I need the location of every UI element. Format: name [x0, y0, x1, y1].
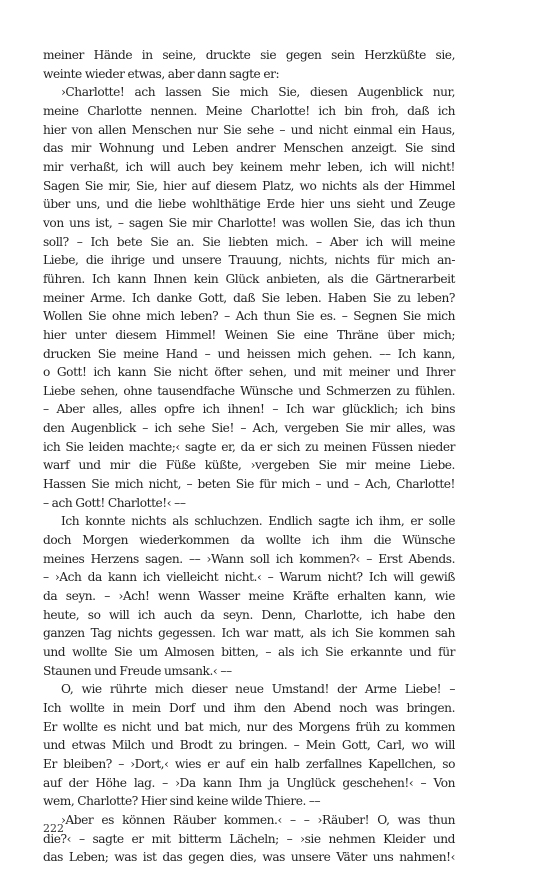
text-line: hier unter diesem Himmel! Weinen Sie eine Thräne über mich;	[43, 327, 455, 342]
text-line: – ach Gott! Charlotte!‹ ––	[43, 495, 186, 510]
text-line: doch Morgen wiederkommen da wollte ich ihm die Wünsche	[43, 533, 455, 548]
text-line: auf der Höhe lag. – ›Da kann Ihm ja Unglück geschehen!‹ – Von	[43, 775, 455, 790]
text-line: heute, so will ich auch da seyn. Denn, Charlotte, ich habe den	[43, 607, 455, 622]
text-line: ›Charlotte! ach lassen Sie mich Sie, diesen Augenblick nur,	[61, 85, 455, 100]
text-line: meiner Arme. Ich danke Gott, daß Sie leben. Haben Sie zu leben?	[43, 290, 455, 305]
text-line: weinte wieder etwas, aber dann sagte er:	[43, 66, 280, 81]
text-line: soll? – Ich bete Sie an. Sie liebten mich. – Aber ich will meine	[43, 234, 455, 249]
text-line: mir verhaßt, ich will auch bey keinem mehr leben, ich will nicht!	[43, 159, 455, 174]
text-line: ich Sie leiden machte;‹ sagte er, da er sich zu meinen Füssen nieder	[43, 439, 455, 454]
text-line: das Leben; was ist das gegen dies, was unsere Väter uns nahmen!‹	[43, 850, 455, 865]
text-line: da seyn. – ›Ach! wenn Wasser meine Kräfte erhalten kann, wie	[43, 589, 455, 604]
body-text	[43, 46, 455, 867]
text-line: das mir Wohnung und Leben andrer Menschen anzeigt. Sie sind	[43, 141, 455, 156]
text-line: den Augenblick – ich sehe Sie! – Ach, vergeben Sie mir alles, was	[43, 421, 455, 436]
text-line: hier von allen Menschen nur Sie sehe – und nicht einmal ein Haus,	[43, 122, 455, 137]
text-line: führen. Ich kann Ihnen kein Glück anbieten, als die Gärtnerarbeit	[43, 271, 455, 286]
text-line: über uns, und die liebe wohlthätige Erde hier uns sieht und Zeuge	[43, 197, 455, 212]
text-line: Staunen und Freude umsank.‹ ––	[43, 663, 232, 678]
text-line: von uns ist, – sagen Sie mir Charlotte! was wollen Sie, das ich thun	[43, 215, 455, 230]
text-line: – Aber alles, alles opfre ich ihnen! – Ich war glücklich; ich bins	[43, 402, 455, 417]
text-line: drucken Sie meine Hand – und heissen mich gehen. –– Ich kann,	[43, 346, 455, 361]
text-line: ›Aber es können Räuber kommen.‹ – – ›Räuber! O, was thun	[61, 812, 455, 827]
text-line: Hassen Sie mich nicht, – beten Sie für mich – und – Ach, Charlotte!	[43, 477, 455, 492]
text-line: und etwas Milch und Brodt zu bringen. – Mein Gott, Carl, wo will	[43, 738, 455, 753]
text-line: Ich konnte nichts als schluchzen. Endlich sagte ich ihm, er solle	[61, 514, 455, 529]
text-line: Er bleiben? – ›Dort,‹ wies er auf ein halb zerfallnes Kapellchen, so	[43, 756, 455, 771]
text-line: – ›Ach da kann ich vielleicht nicht.‹ – Warum nicht? Ich will gewiß	[43, 570, 455, 585]
text-line: meiner Hände in seine, druckte sie gegen sein Herzküßte sie,	[43, 48, 455, 62]
text-line: die?‹ – sagte er mit bitterm Lächeln; – ›sie nehmen Kleider und	[43, 831, 455, 846]
text-line: Sagen Sie mir, Sie, hier auf diesem Platz, wo nichts als der Himmel	[43, 178, 455, 193]
text-line: o Gott! ich kann Sie nicht öfter sehen, und mit meiner und Ihrer	[43, 365, 455, 380]
text-line: Ich wollte in mein Dorf und ihm den Abend noch was bringen.	[43, 700, 455, 715]
text-line: Liebe sehen, ohne tausendfache Wünsche und Schmerzen zu fühlen.	[43, 383, 455, 398]
text-line: ganzen Tag nichts gegessen. Ich war matt, als ich Sie kommen sah	[43, 626, 455, 641]
page-number: 222	[43, 822, 64, 835]
text-line: Wollen Sie ohne mich leben? – Ach thun Sie es. – Segnen Sie mich	[43, 309, 455, 324]
text-line: O, wie rührte mich dieser neue Umstand! der Arme Liebe! –	[61, 682, 455, 697]
text-line: meines Herzens sagen. –– ›Wann soll ich kommen?‹ – Erst Abends.	[43, 551, 455, 566]
text-line: wem, Charlotte? Hier sind keine wilde Thiere. ––	[43, 794, 321, 809]
text-line: und wollte Sie um Almosen bitten, – als ich Sie erkannte und für	[43, 645, 455, 659]
text-line: meine Charlotte nennen. Meine Charlotte! ich bin froh, daß ich	[43, 103, 455, 118]
text-line: warf und mir die Füße küßte, ›vergeben Sie mir meine Liebe.	[43, 458, 455, 473]
text-line: Er wollte es nicht und bat mich, nur des Morgens früh zu kommen	[43, 719, 455, 734]
text-line: Liebe, die ihrige und unsere Trauung, nichts, nichts für mich an-	[43, 253, 455, 268]
